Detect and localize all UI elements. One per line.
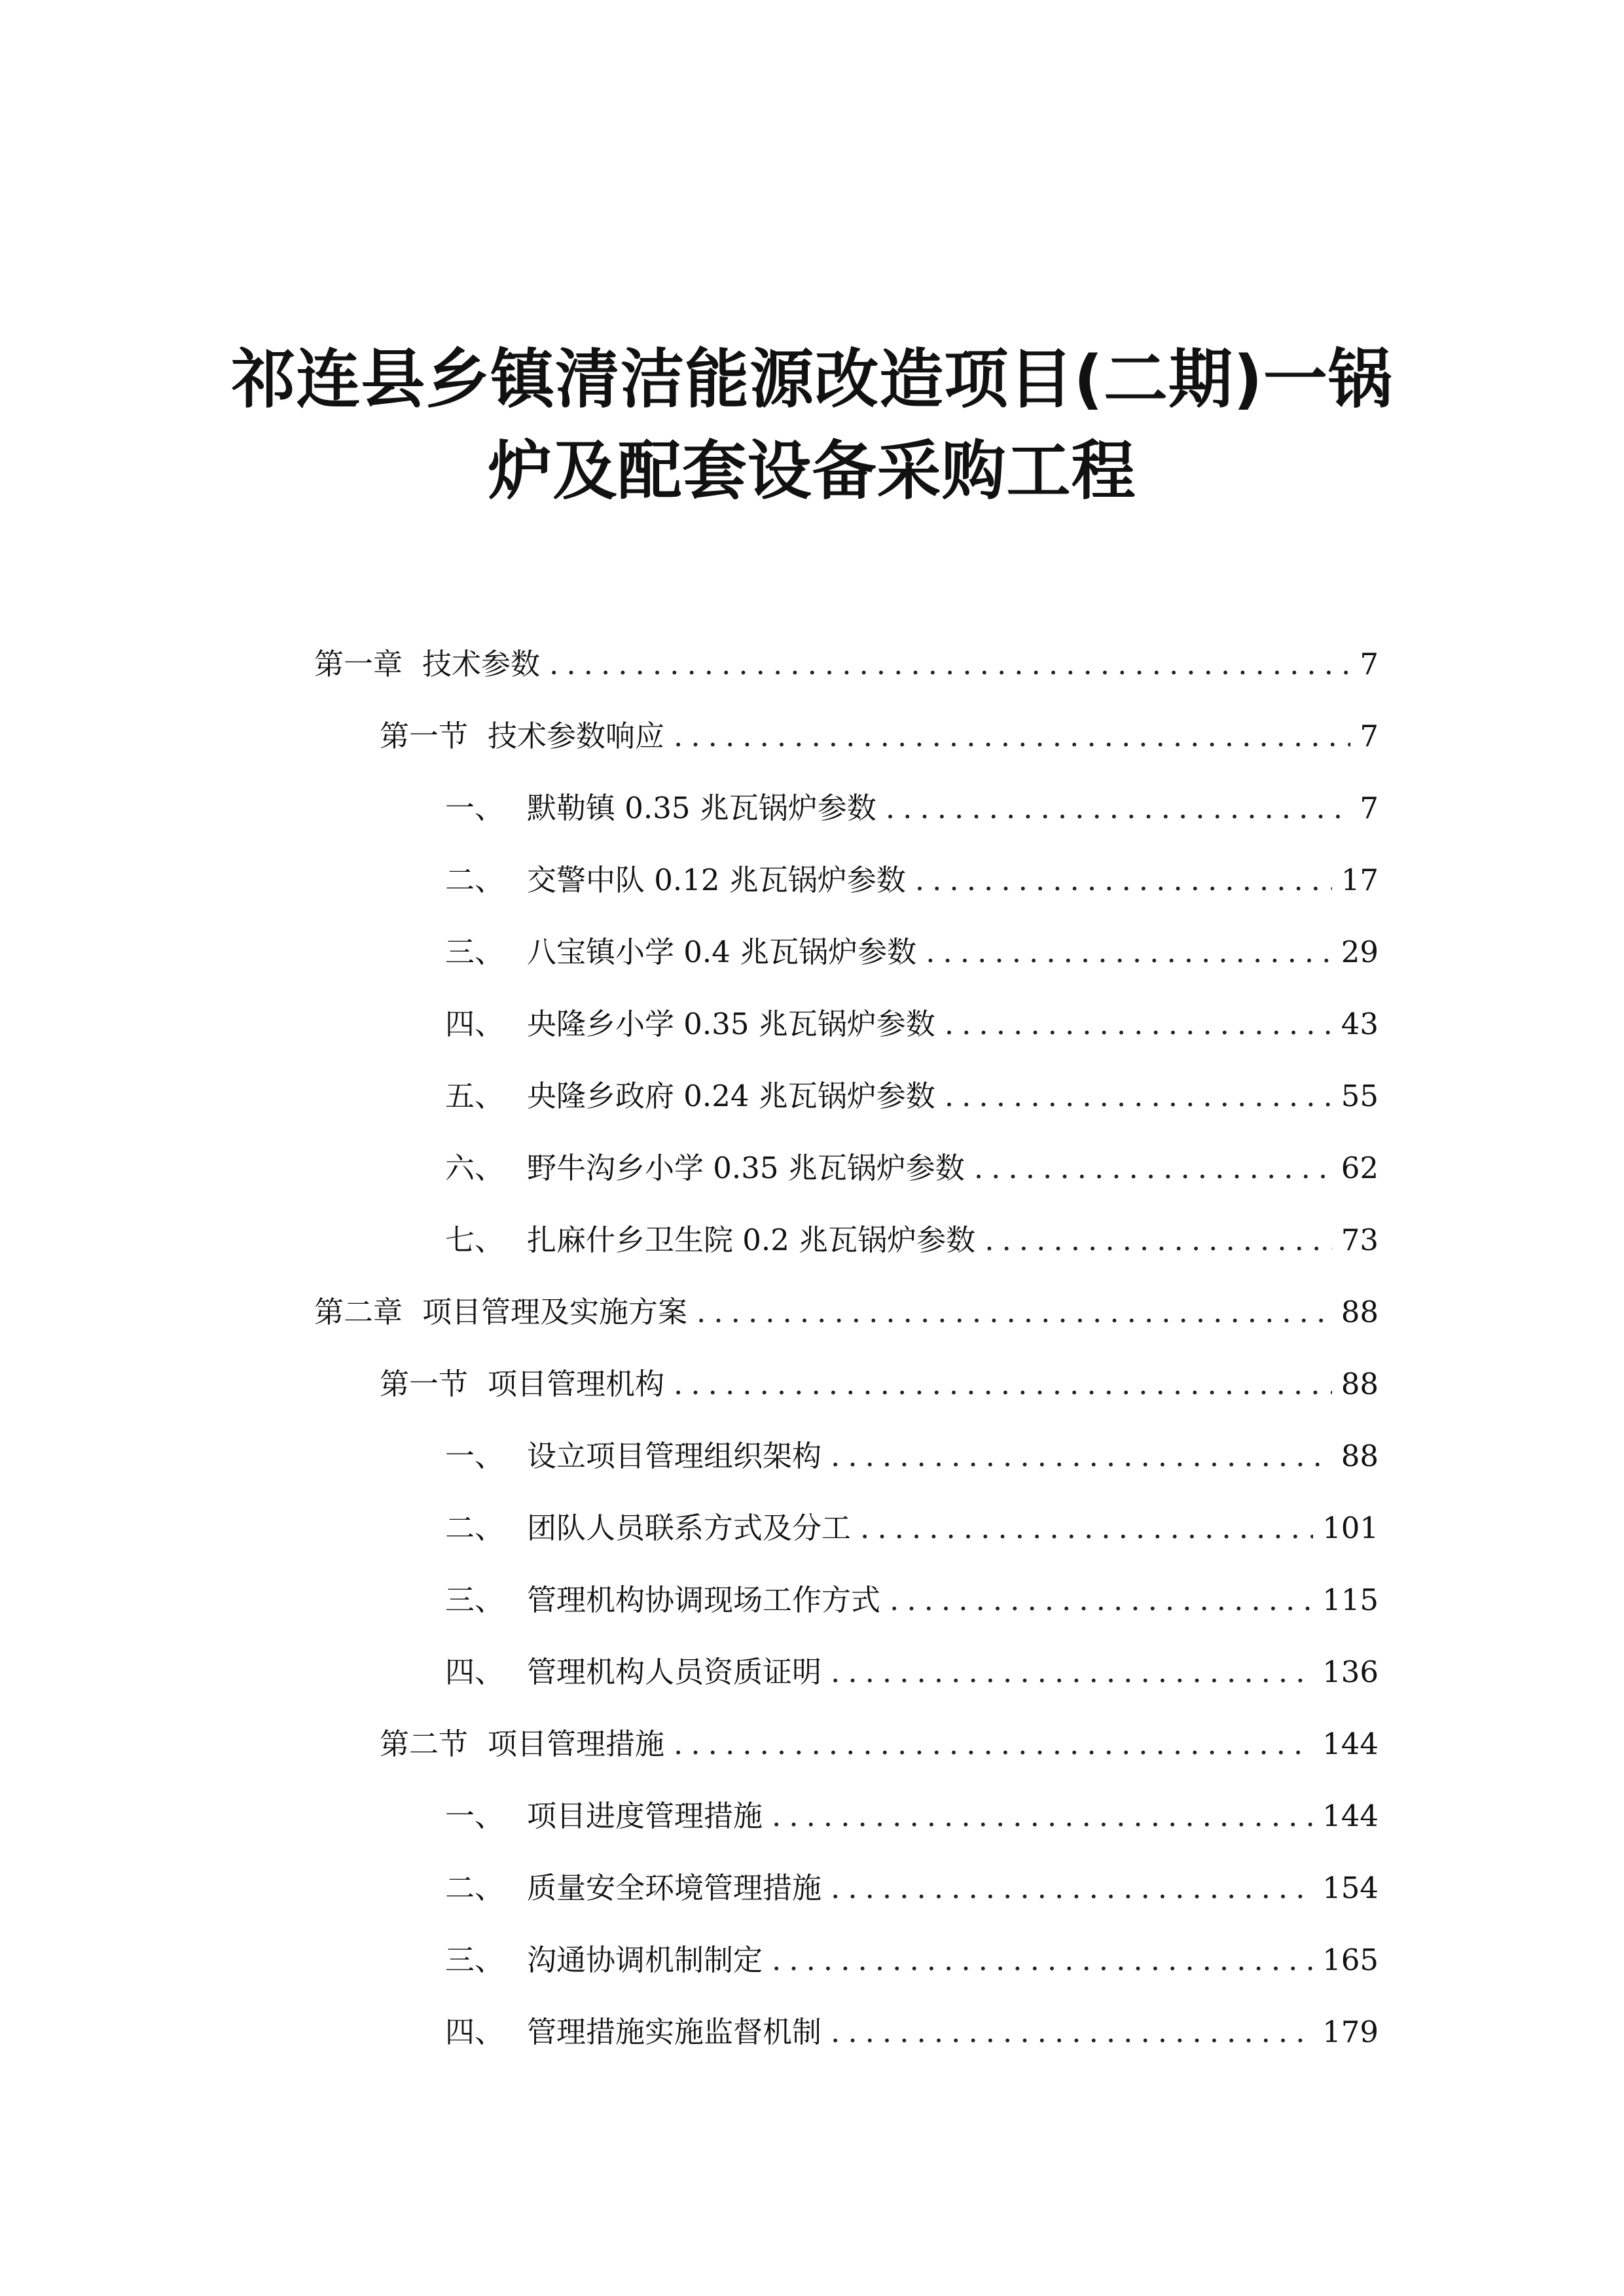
toc-entry-label: 设立项目管理组织架构	[527, 1439, 822, 1473]
toc-dot-leader	[831, 1646, 1313, 1698]
toc-dot-leader	[886, 782, 1351, 834]
toc-entry-label: 央隆乡政府 0.24 兆瓦锅炉参数	[527, 1079, 935, 1113]
toc-dot-leader	[831, 1862, 1313, 1914]
toc-entry-label: 野牛沟乡小学 0.35 兆瓦锅炉参数	[527, 1151, 965, 1185]
toc-entry-number: 第二节	[380, 1727, 469, 1761]
toc-dot-leader	[915, 854, 1332, 906]
toc-entry-page: 136	[1322, 1655, 1379, 1689]
toc-entry-label: 技术参数	[422, 647, 541, 681]
toc-dot-leader	[984, 1214, 1332, 1266]
toc-entry[interactable]	[445, 1502, 1379, 1554]
toc-entry[interactable]	[314, 638, 1379, 691]
toc-entry-page: 88	[1341, 1367, 1379, 1401]
toc-entry-number: 一、	[445, 791, 505, 825]
toc-entry-label: 央隆乡小学 0.35 兆瓦锅炉参数	[527, 1007, 935, 1041]
toc-entry-label: 项目管理措施	[488, 1727, 665, 1761]
toc-entry[interactable]	[445, 1646, 1379, 1698]
toc-entry[interactable]	[445, 854, 1379, 906]
toc-entry-page: 165	[1322, 1943, 1379, 1977]
toc-dot-leader	[674, 1718, 1313, 1770]
toc-entry-number: 第一章	[314, 647, 403, 681]
toc-entry-label: 技术参数响应	[488, 719, 665, 753]
toc-entry-label: 扎麻什乡卫生院 0.2 兆瓦锅炉参数	[527, 1223, 976, 1257]
toc-entry-page: 88	[1341, 1295, 1379, 1329]
toc-entry-page: 55	[1341, 1079, 1379, 1113]
toc-entry-page: 62	[1341, 1151, 1379, 1185]
toc-entry-number: 五、	[445, 1079, 505, 1113]
toc-dot-leader	[549, 638, 1350, 691]
toc-entry-page: 179	[1322, 2015, 1379, 2049]
toc-entry[interactable]	[445, 1142, 1379, 1194]
toc-entry-number: 三、	[445, 1583, 505, 1617]
toc-dot-leader	[860, 1502, 1313, 1554]
toc-entry-number: 一、	[445, 1799, 505, 1833]
toc-entry-number: 四、	[445, 1655, 505, 1689]
toc-entry[interactable]	[445, 1862, 1379, 1914]
toc-dot-leader	[974, 1142, 1332, 1194]
toc-dot-leader	[674, 710, 1350, 762]
toc-entry-label: 交警中队 0.12 兆瓦锅炉参数	[527, 863, 906, 897]
toc-dot-leader	[772, 1934, 1313, 1986]
toc-entry-label: 团队人员联系方式及分工	[527, 1511, 852, 1545]
toc-entry-page: 17	[1341, 863, 1379, 897]
toc-entry-number: 四、	[445, 1007, 505, 1041]
toc-entry-label: 沟通协调机制制定	[527, 1943, 763, 1977]
toc-entry-number: 二、	[445, 1511, 505, 1545]
toc-dot-leader	[772, 1790, 1313, 1842]
toc-entry-number: 三、	[445, 935, 505, 969]
toc-entry-number: 第一节	[380, 1367, 469, 1401]
toc-entry-label: 管理机构协调现场工作方式	[527, 1583, 881, 1617]
toc-entry-page: 43	[1341, 1007, 1379, 1041]
toc-entry[interactable]	[445, 1790, 1379, 1842]
toc-entry-label: 管理措施实施监督机制	[527, 2015, 822, 2049]
toc-entry-page: 154	[1322, 1871, 1379, 1905]
toc-entry-page: 7	[1360, 719, 1379, 753]
toc-entry[interactable]	[445, 998, 1379, 1050]
toc-entry-number: 一、	[445, 1439, 505, 1473]
toc-entry-label: 项目管理及实施方案	[422, 1295, 688, 1329]
toc-entry-page: 7	[1360, 647, 1379, 681]
toc-entry-label: 管理机构人员资质证明	[527, 1655, 822, 1689]
toc-entry-number: 二、	[445, 1871, 505, 1905]
toc-entry-label: 八宝镇小学 0.4 兆瓦锅炉参数	[527, 935, 917, 969]
toc-entry-label: 默勒镇 0.35 兆瓦锅炉参数	[527, 791, 876, 825]
toc-dot-leader	[674, 1358, 1332, 1410]
toc-dot-leader	[831, 1430, 1332, 1482]
document-title-line-1: 祁连县乡镇清洁能源改造项目(二期)一锅	[231, 342, 1393, 417]
document-title-line-2: 炉及配套设备采购工程	[488, 434, 1136, 509]
toc-entry-page: 115	[1322, 1583, 1379, 1617]
toc-entry[interactable]	[445, 782, 1379, 834]
toc-entry-page: 144	[1322, 1799, 1379, 1833]
toc-entry-label: 质量安全环境管理措施	[527, 1871, 822, 1905]
toc-entry-number: 第二章	[314, 1295, 403, 1329]
toc-entry[interactable]	[445, 1574, 1379, 1626]
toc-entry-page: 7	[1360, 791, 1379, 825]
toc-entry[interactable]	[445, 2006, 1379, 2058]
toc-entry-number: 第一节	[380, 719, 469, 753]
toc-entry-number: 七、	[445, 1223, 505, 1257]
toc-dot-leader	[945, 1070, 1332, 1122]
toc-entry[interactable]	[445, 1430, 1379, 1482]
toc-entry-number: 三、	[445, 1943, 505, 1977]
toc-entry[interactable]	[445, 1214, 1379, 1266]
toc-entry-number: 二、	[445, 863, 505, 897]
toc-entry-page: 88	[1341, 1439, 1379, 1473]
toc-entry[interactable]	[380, 1718, 1379, 1770]
toc-entry[interactable]	[380, 710, 1379, 762]
toc-entry-page: 29	[1341, 935, 1379, 969]
toc-entry[interactable]	[445, 926, 1379, 978]
toc-dot-leader	[890, 1574, 1313, 1626]
toc-dot-leader	[945, 998, 1332, 1050]
toc-dot-leader	[696, 1286, 1332, 1338]
toc-dot-leader	[831, 2006, 1313, 2058]
toc-entry[interactable]	[380, 1358, 1379, 1410]
toc-entry[interactable]	[445, 1070, 1379, 1122]
toc-entry-label: 项目管理机构	[488, 1367, 665, 1401]
toc-entry-page: 73	[1341, 1223, 1379, 1257]
toc-entry-number: 四、	[445, 2015, 505, 2049]
toc-entry-page: 144	[1322, 1727, 1379, 1761]
toc-entry[interactable]	[445, 1934, 1379, 1986]
toc-entry[interactable]	[314, 1286, 1379, 1338]
toc-dot-leader	[926, 926, 1332, 978]
toc-entry-label: 项目进度管理措施	[527, 1799, 763, 1833]
toc-entry-page: 101	[1322, 1511, 1379, 1545]
toc-entry-number: 六、	[445, 1151, 505, 1185]
